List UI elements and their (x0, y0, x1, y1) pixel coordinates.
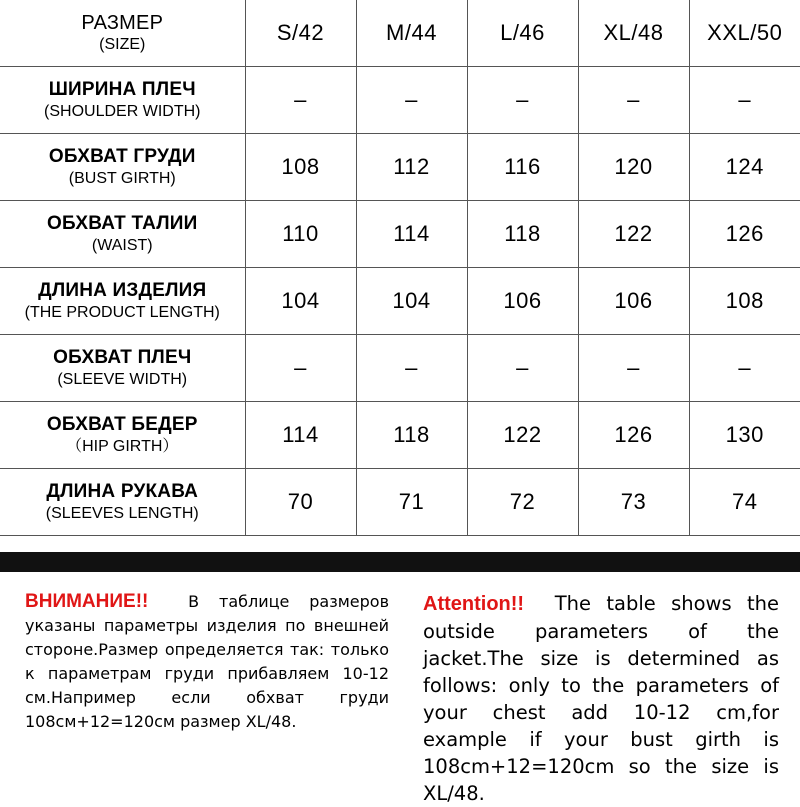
table-cell (245, 201, 356, 268)
table-cell (245, 134, 356, 201)
row-label-en: (WAIST) (91, 237, 153, 254)
attention-note-ru (25, 590, 389, 734)
cell-value: 71 (398, 489, 425, 514)
table-cell (356, 134, 467, 201)
cell-value: – (738, 87, 752, 112)
cell-value: – (294, 87, 307, 112)
table-cell (689, 335, 800, 402)
cell-value: 106 (503, 288, 542, 313)
section-divider (0, 552, 800, 572)
table-cell (689, 402, 800, 469)
table-cell (689, 67, 800, 134)
cell-value: 112 (393, 154, 430, 179)
cell-value: 70 (287, 489, 314, 514)
attention-note-en (423, 590, 779, 807)
table-cell (578, 268, 689, 335)
size-header-label: L/46 (500, 20, 545, 45)
table-cell (578, 402, 689, 469)
table-header-row (0, 0, 800, 67)
table-cell (689, 201, 800, 268)
row-label-en: (THE PRODUCT LENGTH) (24, 304, 220, 321)
cell-value: 116 (504, 154, 541, 179)
row-label-en: （HIP GIRTH） (66, 438, 179, 455)
table-cell (467, 335, 578, 402)
header-label-ru: РАЗМЕР (81, 12, 164, 34)
table-row-waist (0, 201, 800, 268)
row-label-cell (0, 134, 245, 201)
size-header-s (245, 0, 356, 67)
row-label-cell (0, 67, 245, 134)
table-cell (689, 134, 800, 201)
table-cell (578, 201, 689, 268)
size-header-m (356, 0, 467, 67)
table-cell (356, 268, 467, 335)
table-cell (356, 469, 467, 536)
row-label-cell (0, 268, 245, 335)
attention-text-ru: В таблице размеров указаны параметры изделия по внешней стороне.Размер определяется так: только к параметрам груди прибавляем 10-12 см.Например если обхват груди 108см+12=120см размер XL/48. (25, 592, 389, 731)
cell-value: 110 (282, 221, 319, 246)
table-row-shoulder-width (0, 67, 800, 134)
table-cell (578, 335, 689, 402)
cell-value: 130 (725, 422, 764, 447)
size-header-xl (578, 0, 689, 67)
table-cell (245, 469, 356, 536)
row-label-en: (BUST GIRTH) (68, 170, 176, 187)
size-header-label: M/44 (386, 20, 437, 45)
cell-value: – (405, 355, 418, 380)
cell-value: 72 (509, 489, 536, 514)
cell-value: – (738, 355, 752, 380)
attention-text-en: The table shows the outside parameters of the jacket.The size is determined as follows: only to the parameters of your chest add 10-12 cm,for example if your bust girth is 108cm+12=120cm so the size is XL/48. (423, 592, 779, 805)
cell-value: 108 (725, 288, 764, 313)
cell-value: 122 (503, 422, 542, 447)
size-header-label: XL/48 (603, 20, 664, 45)
table-cell (689, 469, 800, 536)
size-header-label: S/42 (276, 20, 325, 45)
attention-label-ru: ВНИМАНИЕ!! (25, 591, 149, 612)
row-label-ru: ОБХВАТ БЕДЕР (46, 414, 198, 435)
cell-value: – (627, 87, 640, 112)
table-cell (245, 335, 356, 402)
row-label-cell (0, 402, 245, 469)
cell-value: 73 (620, 489, 647, 514)
table-cell (245, 402, 356, 469)
cell-value: 124 (725, 154, 764, 179)
cell-value: 118 (393, 422, 430, 447)
table-row-sleeve-width (0, 335, 800, 402)
cell-value: – (516, 355, 529, 380)
cell-value: – (294, 355, 307, 380)
table-cell (356, 335, 467, 402)
row-label-cell (0, 335, 245, 402)
table-cell (467, 134, 578, 201)
table-row-bust-girth (0, 134, 800, 201)
table-cell (578, 67, 689, 134)
cell-value: 106 (614, 288, 653, 313)
row-label-ru: ДЛИНА ИЗДЕЛИЯ (38, 280, 207, 301)
table-cell (578, 134, 689, 201)
cell-value: 122 (614, 221, 653, 246)
table-row-product-length (0, 268, 800, 335)
row-label-en: (SHOULDER WIDTH) (44, 103, 201, 120)
cell-value: 120 (614, 154, 653, 179)
header-label-en: (SIZE) (99, 36, 146, 53)
row-label-ru: ОБХВАТ ГРУДИ (48, 146, 196, 167)
cell-value: 126 (614, 422, 653, 447)
header-label-cell (0, 0, 245, 67)
size-header-l (467, 0, 578, 67)
row-label-cell (0, 469, 245, 536)
cell-value: 114 (282, 422, 319, 447)
cell-value: 114 (393, 221, 430, 246)
table-cell (245, 268, 356, 335)
size-header-label: XXL/50 (707, 20, 783, 45)
row-label-cell (0, 201, 245, 268)
cell-value: – (516, 87, 529, 112)
cell-value: 118 (504, 221, 541, 246)
table-row-sleeves-length (0, 469, 800, 536)
row-label-en: (SLEEVE WIDTH) (57, 371, 188, 388)
table-cell (467, 402, 578, 469)
cell-value: 104 (281, 288, 320, 313)
table-cell (356, 67, 467, 134)
table-cell (356, 201, 467, 268)
table-cell (467, 268, 578, 335)
cell-value: 108 (281, 154, 320, 179)
row-label-ru: ДЛИНА РУКАВА (46, 481, 199, 502)
cell-value: – (627, 355, 640, 380)
table-cell (467, 67, 578, 134)
cell-value: – (405, 87, 418, 112)
row-label-ru: ОБХВАТ ПЛЕЧ (53, 347, 192, 368)
table-row-hip-girth (0, 402, 800, 469)
cell-value: 126 (725, 221, 764, 246)
row-label-ru: ШИРИНА ПЛЕЧ (48, 79, 196, 100)
size-header-xxl (689, 0, 800, 67)
cell-value: 104 (392, 288, 431, 313)
table-cell (578, 469, 689, 536)
cell-value: 74 (732, 489, 758, 514)
row-label-ru: ОБХВАТ ТАЛИИ (47, 213, 198, 234)
table-cell (467, 201, 578, 268)
table-cell (467, 469, 578, 536)
row-label-en: (SLEEVES LENGTH) (45, 505, 199, 522)
attention-label-en: Attention!! (423, 593, 525, 615)
table-cell (689, 268, 800, 335)
table-cell (356, 402, 467, 469)
table-cell (245, 67, 356, 134)
